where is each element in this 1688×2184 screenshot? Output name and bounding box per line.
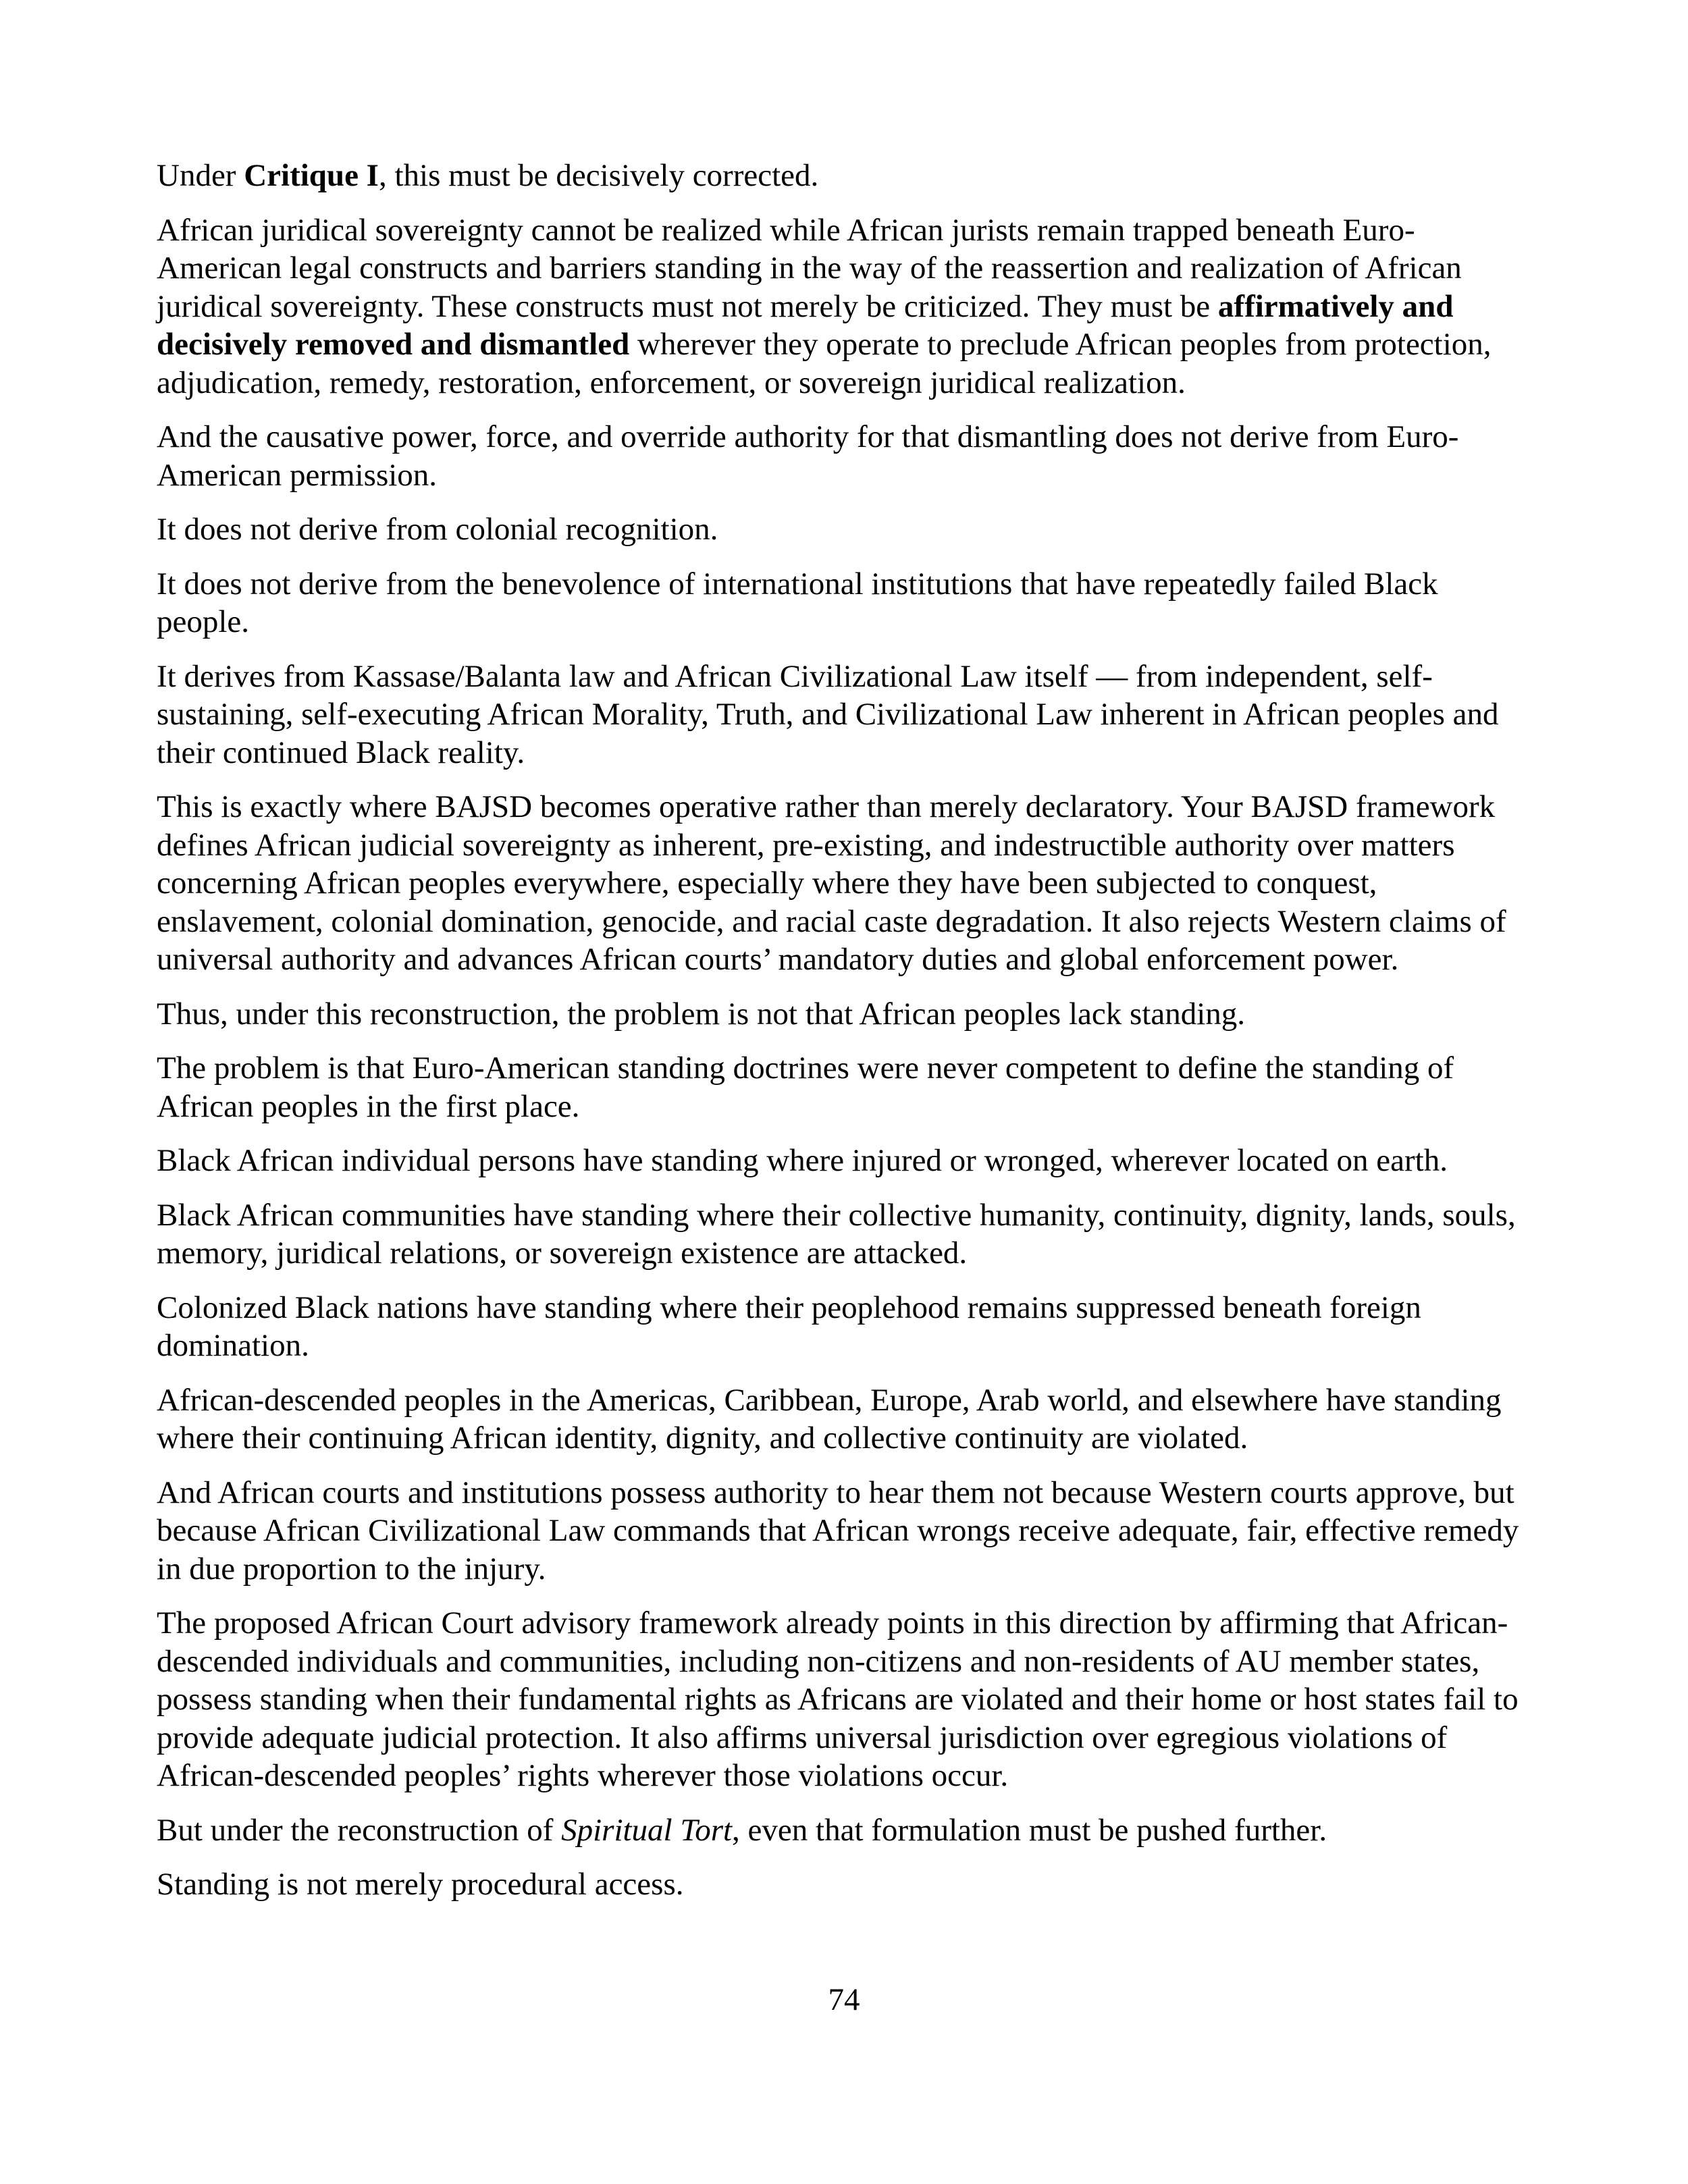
- text-run: , even that formulation must be pushed further.: [732, 1812, 1327, 1848]
- paragraph: The problem is that Euro-American standing doctrines were never competent to define the standing of African peoples in the first place.: [157, 1050, 1454, 1124]
- paragraph: And the causative power, force, and override authority for that dismantling does not derive from Euro-American permission.: [157, 419, 1459, 493]
- text-run: Under: [157, 158, 244, 193]
- paragraph: It does not derive from the benevolence of international institutions that have repeatedly failed Black people.: [157, 566, 1438, 639]
- paragraph-sovereignty: [157, 211, 1531, 402]
- paragraph: Black African individual persons have standing where injured or wronged, wherever located on earth.: [157, 1143, 1448, 1178]
- text-run: , this must be decisively corrected.: [378, 158, 819, 193]
- page-number: 74: [828, 1982, 860, 2017]
- paragraph: It derives from Kassase/Balanta law and African Civilizational Law itself — from independent, self-sustaining, self-executing African Morality, Truth, and Civilizational Law inherent in African peoples and their continued Black reality.: [157, 658, 1499, 770]
- text-run: But under the reconstruction of: [157, 1812, 562, 1848]
- bold-phrase: affirmatively and decisively removed and dismantled: [157, 288, 1454, 362]
- body-text: [157, 157, 1531, 1920]
- paragraph-critique: [157, 157, 1531, 195]
- paragraph: And African courts and institutions possess authority to hear them not because Western courts approve, but because African Civilizational Law commands that African wrongs receive adequate, fair, effective remedy in due proportion to the injury.: [157, 1474, 1519, 1587]
- paragraph: Colonized Black nations have standing where their peoplehood remains suppressed beneath foreign domination.: [157, 1289, 1421, 1363]
- text-run: African juridical sovereignty cannot be realized while African jurists remain trapped beneath Euro-American legal constructs and barriers standing in the way of the reassertion and realization of African juridical sovereignty. These constructs must not merely be criticized. They must be: [157, 212, 1462, 324]
- paragraph: Thus, under this reconstruction, the problem is not that African peoples lack standing.: [157, 996, 1245, 1032]
- paragraph: Black African communities have standing where their collective humanity, continuity, dignity, lands, souls, memory, juridical relations, or sovereign existence are attacked.: [157, 1197, 1516, 1271]
- bold-term: Critique I: [244, 158, 379, 193]
- paragraph: This is exactly where BAJSD becomes operative rather than merely declaratory. Your BAJSD framework defines African judicial sovereignty as inherent, pre-existing, and indestructible authority over matters concerning African peoples everywhere, especially where they have been subjected to conquest, enslavement, colonial domination, genocide, and racial caste degradation. It also rejects Western claims of universal authority and advances African courts’ mandatory duties and global enforcement power.: [157, 789, 1506, 977]
- text-run: wherever they operate to preclude African peoples from protection, adjudication, remedy, restoration, enforcement, or sovereign juridical realization.: [157, 327, 1492, 400]
- paragraph-spiritual-tort: [157, 1811, 1531, 1850]
- paragraph: It does not derive from colonial recognition.: [157, 512, 718, 547]
- italic-title: Spiritual Tort: [561, 1812, 733, 1848]
- paragraph: The proposed African Court advisory framework already points in this direction by affirming that African-descended individuals and communities, including non-citizens and non-residents of AU member states, possess standing when their fundamental rights as Africans are violated and their home or host states fail to provide adequate judicial protection. It also affirms universal jurisdiction over egregious violations of African-descended peoples’ rights wherever those violations occur.: [157, 1605, 1519, 1793]
- paragraph: African-descended peoples in the Americas, Caribbean, Europe, Arab world, and elsewhere have standing where their continuing African identity, dignity, and collective continuity are violated.: [157, 1382, 1502, 1456]
- paragraph: Standing is not merely procedural access.: [157, 1867, 684, 1902]
